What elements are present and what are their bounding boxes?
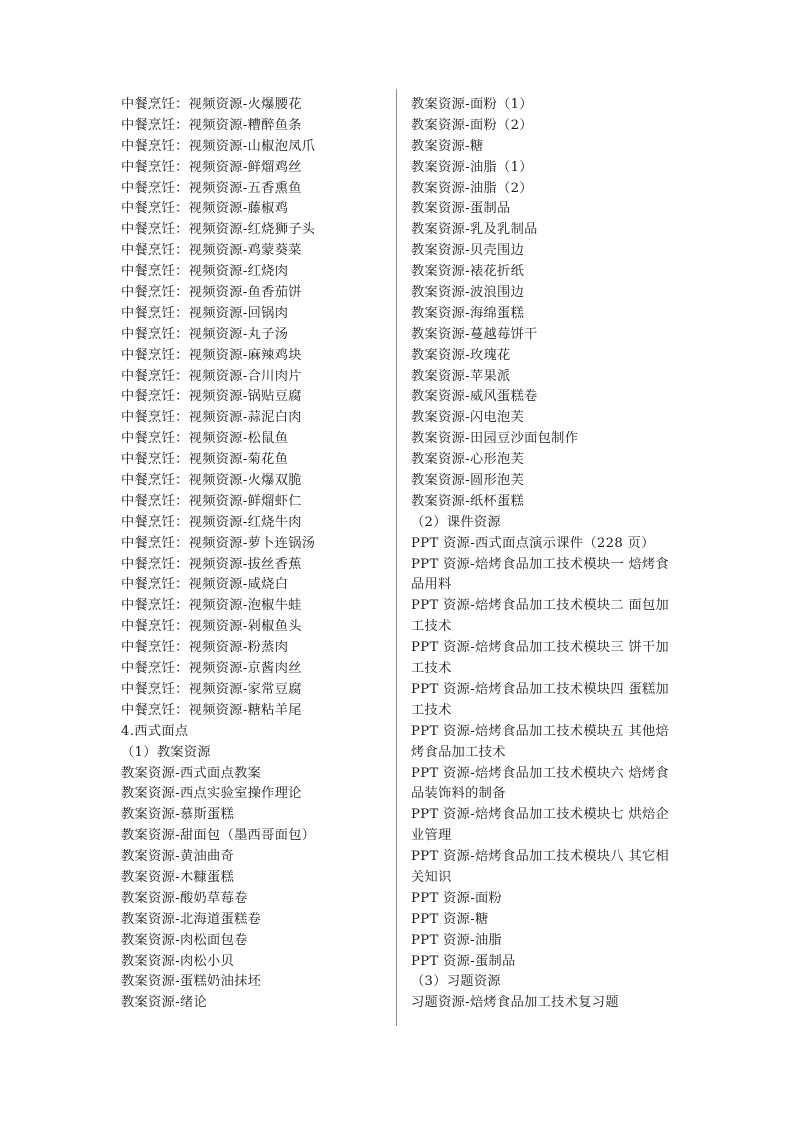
text-line: 教案资源-田园豆沙面包制作 (411, 431, 579, 447)
text-line: 教案资源-苹果派 (411, 368, 511, 384)
text-line: PPT 资源-焙烤食品加工技术模块一 焙烤食 (411, 556, 670, 572)
text-line: PPT 资源-焙烤食品加工技术模块三 饼干加 (411, 640, 670, 656)
text-line: PPT 资源-焙烤食品加工技术模块五 其他焙 (411, 723, 670, 739)
text-line: 中餐烹饪：视频资源-粉蒸肉 (121, 640, 289, 656)
text-line: 中餐烹饪：视频资源-松鼠鱼 (121, 431, 289, 447)
text-line: 教案资源-闪电泡芙 (411, 410, 525, 426)
text-line: 中餐烹饪：视频资源-京酱肉丝 (121, 661, 302, 677)
text-line: 中餐烹饪：视频资源-麻辣鸡块 (121, 347, 302, 363)
text-line: 工技术 (411, 702, 452, 718)
text-line: 教案资源-油脂（1） (411, 159, 533, 175)
column-divider (396, 89, 397, 1026)
text-line: PPT 资源-蛋制品 (411, 953, 516, 969)
text-line: 中餐烹饪：视频资源-糟醉鱼条 (121, 117, 302, 133)
text-line: 工技术 (411, 619, 452, 635)
text-line: 品装饰料的制备 (411, 786, 506, 802)
text-line: 中餐烹饪：视频资源-山椒泡凤爪 (121, 138, 316, 154)
text-line: 教案资源-圆形泡芙 (411, 473, 525, 489)
text-line: PPT 资源-油脂 (411, 932, 503, 948)
text-line: 教案资源-北海道蛋糕卷 (121, 911, 262, 927)
text-line: 烤食品加工技术 (411, 744, 506, 760)
text-line: 教案资源-木糠蛋糕 (121, 869, 235, 885)
text-line: PPT 资源-焙烤食品加工技术模块六 焙烤食 (411, 765, 670, 781)
text-line: 中餐烹饪：视频资源-拔丝香蕉 (121, 556, 302, 572)
text-line: 教案资源-绪论 (121, 995, 208, 1011)
text-line: （3）习题资源 (411, 974, 501, 990)
text-line: 习题资源-焙烤食品加工技术复习题 (411, 995, 619, 1011)
text-line: 教案资源-酸奶草莓卷 (121, 890, 248, 906)
text-line: 中餐烹饪：视频资源-红烧肉 (121, 264, 289, 280)
text-line: 中餐烹饪：视频资源-藤椒鸡 (121, 201, 289, 217)
text-line: 中餐烹饪：视频资源-回锅肉 (121, 305, 289, 321)
text-line: 教案资源-波浪围边 (411, 285, 525, 301)
text-line: 教案资源-面粉（2） (411, 117, 533, 133)
text-line: PPT 资源-焙烤食品加工技术模块二 面包加 (411, 598, 670, 614)
text-line: 中餐烹饪：视频资源-咸烧白 (121, 577, 289, 593)
text-line: 业管理 (411, 828, 452, 844)
text-line: 中餐烹饪：视频资源-糖粘羊尾 (121, 702, 302, 718)
text-line: 中餐烹饪：视频资源-蒜泥白肉 (121, 410, 302, 426)
text-line: 教案资源-慕斯蛋糕 (121, 807, 235, 823)
text-line: 中餐烹饪：视频资源-锅贴豆腐 (121, 389, 302, 405)
left-text-column (121, 95, 389, 1014)
text-line: 4.西式面点 (121, 723, 189, 739)
text-line: （2）课件资源 (411, 514, 501, 530)
text-line: PPT 资源-面粉 (411, 890, 503, 906)
text-line: 教案资源-黄油曲奇 (121, 849, 235, 865)
text-line: PPT 资源-焙烤食品加工技术模块八 其它相 (411, 849, 670, 865)
text-line: 教案资源-肉松面包卷 (121, 932, 248, 948)
text-line: 中餐烹饪：视频资源-红烧牛肉 (121, 514, 302, 530)
text-line: （1）教案资源 (121, 744, 211, 760)
text-line: 教案资源-裱花折纸 (411, 264, 525, 280)
text-line: 教案资源-肉松小贝 (121, 953, 235, 969)
text-line: 中餐烹饪：视频资源-丸子汤 (121, 326, 289, 342)
text-line: 中餐烹饪：视频资源-鲜熘虾仁 (121, 493, 302, 509)
text-line: 中餐烹饪：视频资源-五香熏鱼 (121, 180, 302, 196)
text-line: 教案资源-纸杯蛋糕 (411, 493, 525, 509)
text-line: 教案资源-乳及乳制品 (411, 222, 538, 238)
text-line: 中餐烹饪：视频资源-剁椒鱼头 (121, 619, 302, 635)
text-line: 教案资源-甜面包（墨西哥面包） (121, 828, 316, 844)
text-line: 教案资源-玫瑰花 (411, 347, 511, 363)
text-line: 中餐烹饪：视频资源-火爆双脆 (121, 473, 302, 489)
text-line: 教案资源-西点实验室操作理论 (121, 786, 302, 802)
text-line: 中餐烹饪：视频资源-萝卜连锅汤 (121, 535, 316, 551)
text-line: 教案资源-威风蛋糕卷 (411, 389, 538, 405)
text-line: PPT 资源-糖 (411, 911, 489, 927)
text-line: 教案资源-心形泡芙 (411, 452, 525, 468)
text-line: 中餐烹饪：视频资源-泡椒牛蛙 (121, 598, 302, 614)
text-line: 教案资源-海绵蛋糕 (411, 305, 525, 321)
text-line: 工技术 (411, 661, 452, 677)
text-line: 中餐烹饪：视频资源-火爆腰花 (121, 97, 302, 112)
text-line: 教案资源-西式面点教案 (121, 765, 262, 781)
right-text-column (411, 95, 679, 1014)
text-line: PPT 资源-西式面点演示课件（228 页） (411, 535, 655, 551)
text-line: 关知识 (411, 869, 452, 885)
text-line: 中餐烹饪：视频资源-鲜熘鸡丝 (121, 159, 302, 175)
text-line: 教案资源-蔓越莓饼干 (411, 326, 538, 342)
text-line: 中餐烹饪：视频资源-菊花鱼 (121, 452, 289, 468)
text-line: 教案资源-蛋制品 (411, 201, 511, 217)
text-line: 品用料 (411, 577, 452, 593)
text-line: 教案资源-蛋糕奶油抹坯 (121, 974, 262, 990)
text-line: 中餐烹饪：视频资源-红烧狮子头 (121, 222, 316, 238)
text-line: 中餐烹饪：视频资源-鱼香茄饼 (121, 285, 302, 301)
text-line: 教案资源-贝壳围边 (411, 243, 525, 259)
text-line: 中餐烹饪：视频资源-家常豆腐 (121, 681, 302, 697)
text-line: 中餐烹饪：视频资源-鸡蒙葵菜 (121, 243, 302, 259)
text-line: 中餐烹饪：视频资源-合川肉片 (121, 368, 302, 384)
text-line: PPT 资源-焙烤食品加工技术模块七 烘焙企 (411, 807, 670, 823)
text-line: 教案资源-面粉（1） (411, 97, 533, 112)
text-line: 教案资源-油脂（2） (411, 180, 533, 196)
text-line: 教案资源-糖 (411, 138, 484, 154)
text-line: PPT 资源-焙烤食品加工技术模块四 蛋糕加 (411, 681, 670, 697)
